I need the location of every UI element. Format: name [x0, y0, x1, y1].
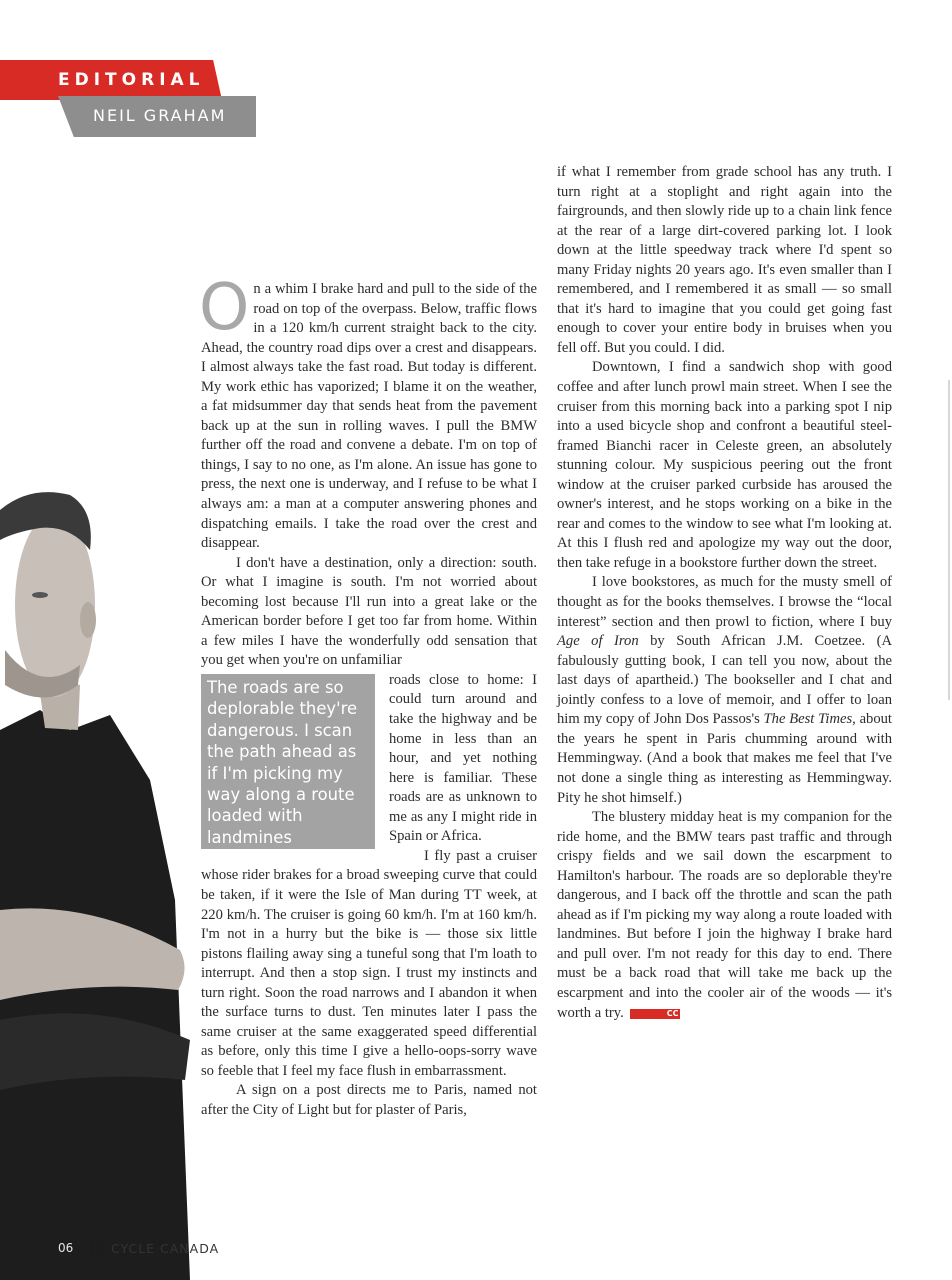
pull-quote: The roads are so deplorable they're dangerous. I scan the path ahead as if I'm picking my way along a route loaded with landmines [201, 674, 375, 849]
paragraph-continued: if what I remember from grade school has any truth. I turn right at a stoplight and right again into the fairgrounds, and then slowly ride up to a chain link fence at the rear of a large dirt-covered parking lot. I look down at the little speedway track where I'd spent so many Friday nights 20 years ago. It's even smaller than I remembered, and I remembered it as small — so small that it's hard to imagine that you could get going fast enough to cover your entire body in bruises when you fell off. But you could. I did. [557, 164, 892, 356]
section-label: EDITORIAL [58, 70, 205, 90]
book-title: The Best Times [763, 711, 853, 728]
author-portrait [0, 480, 200, 1280]
magazine-name: CYCLE CANADA [111, 1241, 220, 1256]
page-number: 06 [58, 1241, 74, 1255]
article-column-left [199, 271, 537, 1121]
article-column-right [557, 163, 892, 1023]
end-mark-badge: CC [630, 1009, 681, 1019]
paragraph: I don't have a destination, only a direction: south. Or what I imagine is south. I'm not worried about becoming lost because I'll run into a great lake or the American border before I get too far from home. Within a few miles I have the wonderfully odd sensation that you get when you're on unfamiliar [201, 554, 537, 669]
book-title: Age of Iron [557, 633, 639, 650]
drop-cap: O [199, 271, 250, 345]
paragraph: A sign on a post directs me to Paris, named not after the City of Light but for plaster of Paris, [201, 1082, 537, 1118]
paragraph-closing: The blustery midday heat is my companion for the ride home, and the BMW tears past traffic and through crispy fields and we sail down the escarpment to Hamilton's harbour. The roads are so deplorable they're dangerous, and I back off the throttle and scan the path ahead as if I'm picking my way along a route loaded with landmines. But before I join the highway I brake hard and pull over. I'm not ready for this day to end. There must be a back road that will take me back up the escarpment and into the cooler air of the woods — it's worth a try. CC [557, 809, 892, 1021]
paragraph: I love bookstores, as much for the musty smell of thought as for the books themselves. I browse the “local interest” section and then prowl to fiction, where I buy Age of Iron by South African J.M. Coetzee. (A fabulously gutting book, I can tell you now, about the last days of apartheid.) The bookseller and I chat and jointly confess to a love of memoir, and I offer to loan him my copy of John Dos Passos's The Best Times, about the years he spent in Paris chumming around with Hemmingway. (And a book that makes me feel that I've not done a single thing as interesting as Hemmingway. Pity he shot himself.) [557, 574, 892, 806]
paragraph-continued: roads close to home: I could turn around and take the highway and be home in less than an hour, and yet nothing here is familiar. These roads are as unknown to me as any I might ride in Spain or Africa. [389, 671, 537, 845]
paragraph: Downtown, I find a sandwich shop with good coffee and after lunch prowl main street. When I see the cruiser from this morning back into a parking spot I nip into a used bicycle shop and confront a beautiful steel-framed Bianchi racer in Celeste green, an absolutely stunning colour. My suspicious peering out the front window at the cruiser parked curbside has aroused the owner's interest, and he stops working on a bike in the rear and comes to the window to see what I'm looking at. At this I flush red and apologize my way out the door, then take refuge in a bookstore further down the street. [557, 359, 892, 571]
paragraph: I fly past a cruiser whose rider brakes for a broad sweeping curve that could be taken, if it were the Isle of Man during TT week, at 220 km/h. The cruiser is going 60 km/h. I'm at 160 km/h. I'm not in a hurry but the bike is — those six little pistons flailing away sing a tuneful song that I'm loath to interrupt. And then a stop sign. I trust my instincts and turn right. Soon the road narrows and I abandon it when the surface turns to dust. Ten minutes later I pass the same cruiser at the same exaggerated speed differential as before, only this time I give a hello-oops-sorry wave so feeble that I feel my face flush in embarrassment. [201, 847, 537, 1079]
paragraph-opening: On a whim I brake hard and pull to the side of the road on top of the overpass. Below, traffic flows in a 120 km/h current straight back to the city. Ahead, the country road dips over a crest and disappears. I almost always take the fast road. But today is different. My work ethic has vaporized; I blame it on the weather, a fat midsummer day that sends heat from the pavement back up at the sun in rolling waves. I pull the BMW further off the road and convene a debate. I'm on top of things, I say to no one, as I'm alone. An issue has gone to press, the next one is underway, and I refuse to be what I always am: a man at a computer answering phones and dispatching emails. I take the road over the crest and disappear. [199, 271, 537, 552]
right-edge-rule [948, 380, 950, 700]
author-name: NEIL GRAHAM [93, 106, 227, 125]
